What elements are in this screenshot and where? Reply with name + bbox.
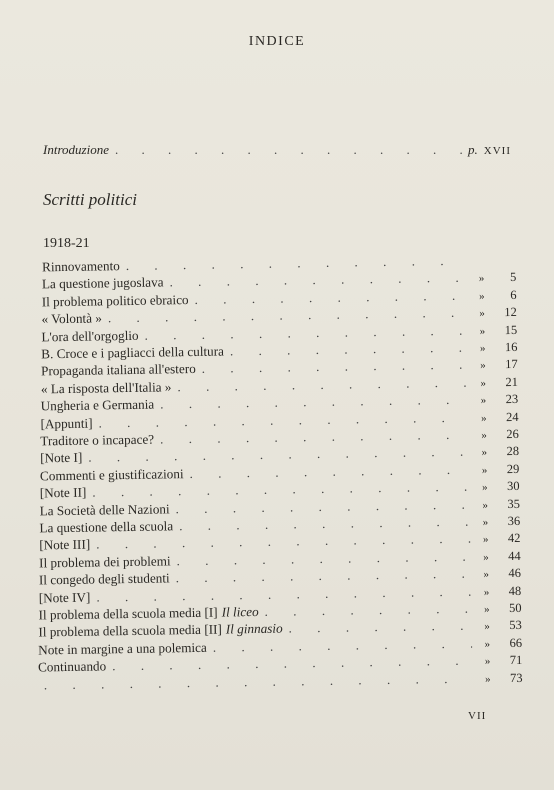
toc-entry-title: La questione jugoslava [41,274,164,292]
page-prefix: p. [468,142,478,157]
toc-entry-title: La questione della scuola [39,518,174,536]
toc-page-number: 29 [506,461,520,476]
introduction-page-number: XVII [483,145,511,157]
toc-entry-title: Il congedo degli studenti [38,570,170,588]
index-heading: INDICE [248,34,306,49]
ditto-mark: » [481,464,488,477]
toc-entry-title: La Società delle Nazioni [39,500,170,519]
ditto-mark: » [479,307,485,320]
toc-page-number: 35 [507,496,520,511]
toc-page-number: 28 [506,444,520,459]
toc-page-number: 5 [509,270,517,285]
toc-entries [0,251,554,686]
toc-entry-title: Il problema della scuola media [II] [38,621,222,640]
toc-entry-title: [Appunti] [40,415,93,431]
toc-page-number: 53 [509,618,522,633]
introduction-entry [43,142,511,162]
toc-page-number: 6 [510,287,517,302]
toc-entry-title: « Volontà » [41,310,103,327]
introduction-page-ref [468,142,511,158]
toc-entry-title: L'ora dell'orgoglio [41,327,139,344]
ditto-mark: » [484,638,491,651]
toc-entry-subtitle: Il ginnasio [225,620,283,637]
toc-entry-title: Traditore o incapace? [40,431,155,449]
toc-entry-title: Propaganda italiana all'estero [40,361,196,379]
toc-entry-subtitle: Il liceo [221,603,259,620]
toc-entry-title: Ungheria e Germania [40,396,155,414]
ditto-mark: » [482,516,489,529]
dot-leader [264,601,471,620]
toc-page-number: 66 [509,635,523,650]
toc-entry-title: [Note II] [39,484,87,501]
ditto-mark: » [478,272,485,285]
ditto-mark: » [479,324,486,338]
toc-entry-title: Il problema della scuola media [I] [38,604,218,623]
ditto-mark: » [479,342,486,355]
toc-page-number: 42 [507,531,521,546]
ditto-mark: » [482,481,488,494]
toc-page-number: 71 [509,653,523,668]
ditto-mark: » [480,359,486,372]
toc-entry-title: Il problema politico ebraico [41,291,189,310]
toc-page-number: 44 [508,548,521,563]
toc-entry-title: B. Croce e i pagliacci della cultura [41,343,225,362]
section-title: Scritti politici [43,190,137,209]
toc-entry-title: [Note III] [39,537,91,553]
toc-entry-title: Commenti e giustificazioni [39,465,184,484]
dot-leader [115,142,462,158]
ditto-mark: » [480,411,487,425]
toc-entry-title: Continuando [37,658,107,675]
toc-page-number: 36 [507,513,521,529]
ditto-mark: » [481,446,488,459]
ditto-mark: » [483,603,490,616]
toc-page-number: 16 [504,339,518,355]
ditto-mark: » [481,429,487,442]
toc-page-number: 50 [508,600,522,616]
ditto-mark: » [482,533,489,546]
ditto-mark: » [485,672,491,686]
ditto-mark: » [483,551,489,564]
ditto-mark: » [482,498,488,512]
toc-page-number: 12 [504,305,517,320]
ditto-mark: » [484,655,491,668]
ditto-mark: » [483,585,490,599]
toc-entry-title: Note in margine a una polemica [38,639,207,658]
toc-entry-title: Il problema dei problemi [38,553,171,571]
toc-page-number: 21 [505,374,519,389]
toc-page-number: 26 [506,426,519,442]
ditto-mark: » [479,290,485,303]
toc-page-number: 17 [505,357,518,372]
toc-page-number: 24 [505,409,519,424]
page-folio: VII [468,710,487,722]
toc-page-number: 48 [508,583,522,598]
toc-page-number: 15 [504,322,518,337]
toc-page-number: 46 [508,566,522,581]
dot-leader [288,618,471,637]
ditto-mark: » [484,620,490,633]
introduction-label: Introduzione [43,142,109,157]
toc-entry-title: Rinnovamento [41,258,120,275]
toc-entry-title: « La risposta dell'Italia » [40,379,172,397]
toc-entry-title: [Note I] [40,450,83,466]
ditto-mark: » [480,377,487,390]
toc-page-number: 30 [506,479,520,494]
ditto-mark: » [480,394,487,407]
toc-page-number: 23 [505,392,519,407]
period-heading: 1918-21 [43,236,90,251]
toc-page-number: 73 [509,670,523,685]
ditto-mark: » [483,568,490,581]
toc-entry-title: [Note IV] [38,589,91,606]
dot-leader [230,340,468,360]
